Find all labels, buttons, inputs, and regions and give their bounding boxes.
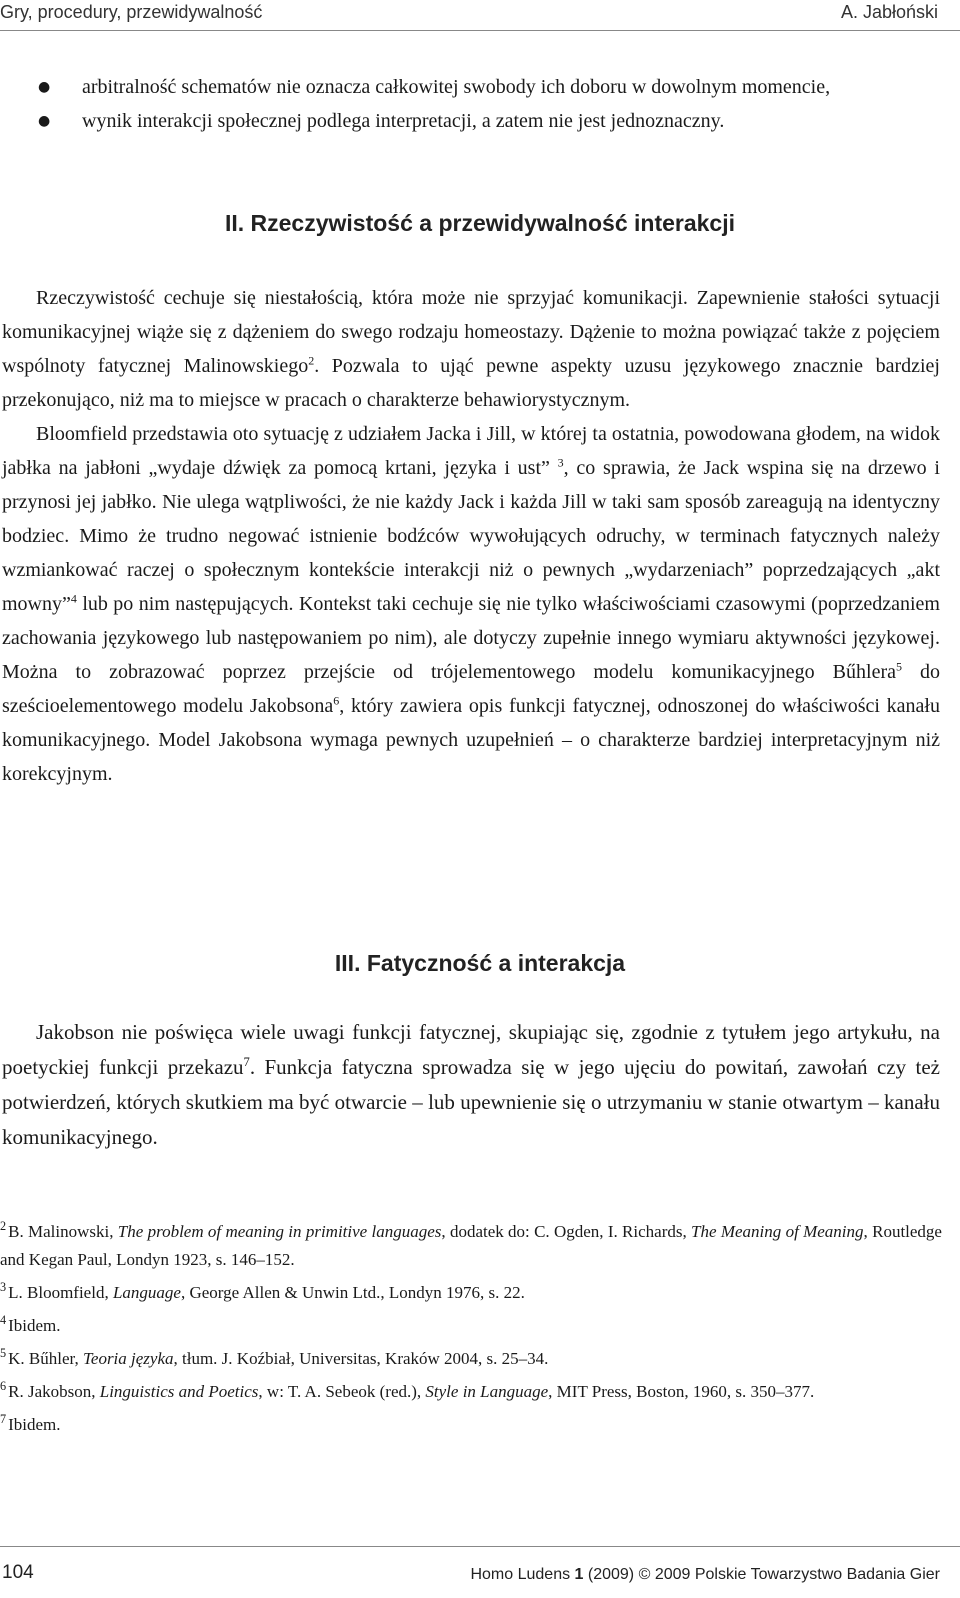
paragraph-text: lub po nim następujących. Kontekst taki cechuje się nie tylko właściwościami czasowymi (poprzedzaniem zachowania językowego lub następowaniem po nim), ale dotyczy zupełnie innego wymiaru aktywności językowej. Można to zobrazować poprzez przejście od trójelementowego modelu komunikacyjnego Bűhlera	[2, 593, 940, 683]
footnote	[0, 1345, 942, 1373]
paragraph-text: Rzeczywistość cechuje się niestałością, która może nie sprzyjać komunikacji. Zapewnienie stałości sytuacji komunikacyjnej wiąże się z dążeniem do swego rodzaju homeostazy. Dążenie to można powiązać także z pojęciem wspólnoty fatycznej Malinowskiego	[2, 287, 940, 377]
footnote-ref[interactable]: 3	[557, 455, 564, 470]
bullet-icon: ●	[38, 113, 51, 129]
footnote-ref[interactable]: 4	[70, 591, 77, 606]
footnote-title: Language	[112, 1283, 181, 1302]
footnote-number: 6	[0, 1379, 7, 1394]
footnotes	[0, 1218, 942, 1444]
page-number: 104	[2, 1562, 34, 1583]
section-heading: II. Rzeczywistość a przewidywalność interakcji	[224, 210, 736, 236]
footnote	[0, 1279, 942, 1307]
header-author: A. Jabłoński	[840, 2, 938, 22]
footnote-text: Ibidem.	[8, 1316, 61, 1335]
paragraph-text: . Funkcja fatyczna sprowadza się w jego ujęciu do powitań, zawołań czy też potwierdzeń, których skutkiem ma być otwarcie – lub upewnienie się o utrzymaniu w stanie otwartym – kanału komunikacyjnego.	[2, 1055, 940, 1149]
footnote-ref[interactable]: 5	[896, 659, 902, 674]
footnote-text: Ibidem.	[8, 1415, 61, 1434]
paragraph-text: , który zawiera opis funkcji fatycznej, odnoszonej do właściwości kanału komunikacyjnego. Model Jakobsona wymaga pewnych uzupełnień – o charakterze bardziej interpretacyjnym niż korekcyjnym.	[2, 695, 940, 785]
footnote-ref[interactable]: 2	[308, 353, 315, 368]
journal-issue: 1	[574, 1566, 584, 1583]
footnote-title: The problem of meaning in primitive languages	[117, 1222, 442, 1241]
list-item	[38, 104, 942, 138]
footnote-text: , Routledge and Kegan Paul, Londyn 1923, s. 146–152.	[0, 1222, 942, 1269]
footnote-title: Teoria języka	[83, 1349, 174, 1368]
journal-copyright: (2009) © 2009 Polskie Towarzystwo Badania Gier	[583, 1566, 940, 1583]
header-rule	[0, 30, 960, 31]
footnote-text: , tłum. J. Koźbiał, Universitas, Kraków 2004, s. 25–34.	[173, 1349, 549, 1368]
footnote	[0, 1411, 942, 1439]
running-header	[0, 0, 960, 32]
footnote-text: , w: T. A. Sebeok (red.),	[258, 1382, 426, 1401]
footnote	[0, 1218, 942, 1274]
footnote-text: R. Jakobson,	[8, 1382, 100, 1401]
footnote-number: 5	[0, 1346, 7, 1361]
paragraph	[2, 281, 940, 417]
footnote-ref[interactable]: 6	[333, 693, 340, 708]
page-footer	[0, 1546, 960, 1598]
section-heading: III. Fatyczność a interakcja	[334, 950, 626, 976]
bullet-list	[38, 70, 942, 138]
paragraph-text: do sześcioelementowego modelu Jakobsona	[2, 661, 941, 717]
footnote-number: 7	[0, 1412, 7, 1427]
paragraph	[2, 417, 940, 791]
footnote-number: 3	[0, 1280, 7, 1295]
journal-name: Homo Ludens	[470, 1566, 575, 1583]
footnote-number: 2	[0, 1219, 7, 1234]
paragraph	[2, 1015, 940, 1155]
footnote-text: K. Bűhler,	[8, 1349, 83, 1368]
footnote-text: , dodatek do: C. Ogden, I. Richards,	[441, 1222, 692, 1241]
bullet-text: arbitralność schematów nie oznacza całkowitej swobody ich doboru w dowolnym momencie,	[82, 76, 831, 98]
bullet-text: wynik interakcji społecznej podlega interpretacji, a zatem nie jest jednoznaczny.	[82, 110, 725, 132]
paragraph-text: Bloomfield przedstawia oto sytuację z udziałem Jacka i Jill, w której ta ostatnia, powodowana głodem, na widok jabłka na jabłoni „wydaje dźwięk za pomocą krtani, języka i ust”	[2, 423, 940, 479]
journal-info	[470, 1566, 940, 1584]
footnote-title: Style in Language	[425, 1382, 549, 1401]
footnote-text: , George Allen & Unwin Ltd., Londyn 1976, s. 22.	[180, 1283, 525, 1302]
list-item	[38, 70, 942, 104]
section-body	[2, 281, 940, 791]
footnote-title: The Meaning of Meaning	[691, 1222, 864, 1241]
paragraph-text: Jakobson nie poświęca wiele uwagi funkcji fatycznej, skupiając się, zgodnie z tytułem jego artykułu, na poetyckiej funkcji przekazu	[2, 1020, 940, 1079]
footnote	[0, 1378, 942, 1406]
bullet-icon: ●	[38, 79, 51, 95]
footnote-text: B. Malinowski,	[8, 1222, 118, 1241]
footnote-text: , MIT Press, Boston, 1960, s. 350–377.	[548, 1382, 815, 1401]
footer-rule	[0, 1546, 960, 1547]
footnote-ref[interactable]: 7	[243, 1055, 250, 1069]
paragraph-text: , co sprawia, że Jack wspina się na drzewo i przynosi jej jabłko. Nie ulega wątpliwości, że nie każdy Jack i każda Jill w taki sam sposób zareagują na identyczny bodziec. Mimo że trudno negować istnienie bodźców wywołujących odruchy, w terminach fatycznych należy wzmiankować raczej o społecznym kontekście interakcji niż o pewnych „wydarzeniach” poprzedzających „akt mowny”	[2, 457, 940, 615]
footnote	[0, 1312, 942, 1340]
header-title: Gry, procedury, przewidywalność	[0, 2, 263, 22]
footnote-text: L. Bloomfield,	[8, 1283, 113, 1302]
section-body	[2, 1015, 940, 1155]
paragraph-text: . Pozwala to ująć pewne aspekty uzusu językowego znacznie bardziej przekonująco, niż ma to miejsce w pracach o charakterze behawiorystycznym.	[2, 355, 940, 411]
footnote-title: Linguistics and Poetics	[99, 1382, 259, 1401]
footnote-number: 4	[0, 1313, 7, 1328]
